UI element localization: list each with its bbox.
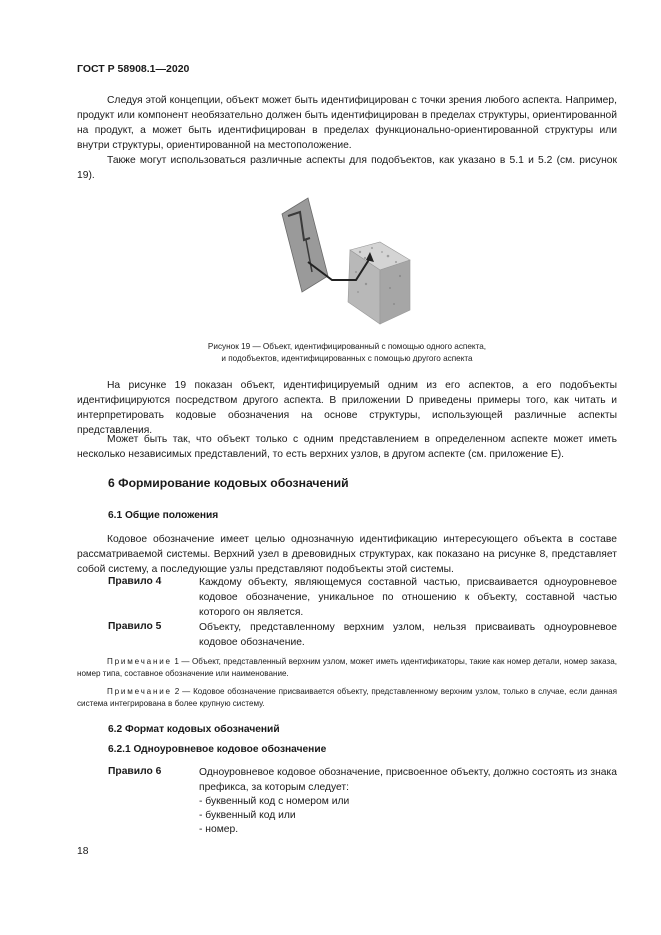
page-number: 18: [77, 846, 89, 857]
rule-5-label: Правило 5: [108, 621, 162, 632]
rule-6-list: [199, 795, 349, 837]
note-2-text: 2 — Кодовое обозначение присваивается объекту, представленному верхним узлом, только в случае, если данная система интегрирована в более крупную систему.: [77, 687, 617, 708]
after-figure-paragraph-1: На рисунке 19 показан объект, идентифицируемый одним из его аспектов, а его подобъекты идентифицируются посредством другого аспекта. В приложении D приведены примеры того, как читать и интерпретировать кодовые обозначения на основе структуры, использующей различные аспекты представления.: [77, 380, 617, 436]
section-6-1-paragraph: Кодовое обозначение имеет целью однозначную идентификацию интересующего объекта в составе рассматриваемой системы. Верхний узел в древовидных структурах, как показано на рисунке 8, представляет собой систему, а последующие узлы представляют подобъекты этой системы.: [77, 534, 617, 575]
figure-caption: [77, 341, 617, 365]
list-item: - буквенный код с номером или: [199, 796, 350, 807]
section-6-2-1-heading: 6.2.1 Одноуровневое кодовое обозначение: [108, 744, 327, 755]
rule-4-text: Каждому объекту, являющемуся составной частью, присваивается одноуровневое кодовое обозначение, уникальное по отношению к объекту, составной частью которого он является.: [199, 577, 617, 618]
after-figure-paragraph-2: Может быть так, что объект только с одним представлением в определенном аспекте может иметь несколько независимых представлений, то есть верхних узлов, в другом аспекте (см. приложение E).: [77, 434, 617, 460]
figure-caption-line-2: и подобъектов, идентифицированных с помощью другого аспекта: [221, 354, 473, 363]
intro-paragraph-2: Также могут использоваться различные аспекты для подобъектов, как указано в 5.1 и 5.2 (см. рисунок 19).: [77, 155, 617, 181]
note-1-label: Примечание: [107, 657, 172, 666]
figure-caption-line-1: Рисунок 19 — Объект, идентифицированный с помощью одного аспекта,: [207, 342, 487, 351]
note-2: [77, 686, 617, 710]
page-header: ГОСТ Р 58908.1—2020: [77, 63, 190, 75]
list-item: - буквенный код или: [199, 810, 296, 821]
section-6-1-heading: 6.1 Общие положения: [108, 510, 219, 521]
note-2-label: Примечание: [107, 687, 172, 696]
rule-6-text: Одноуровневое кодовое обозначение, присвоенное объекту, должно состоять из знака префикса, за которым следует:: [199, 767, 617, 793]
rule-4-label: Правило 4: [108, 576, 162, 587]
section-6-heading: 6 Формирование кодовых обозначений: [108, 476, 349, 490]
note-1: [77, 656, 617, 680]
rule-6-label: Правило 6: [108, 766, 162, 777]
rule-5-text: Объекту, представленному верхним узлом, нельзя присваивать одноуровневое кодовое обозначение.: [199, 622, 617, 648]
intro-paragraph-1: Следуя этой концепции, объект может быть идентифицирован с точки зрения любого аспекта. Например, продукт или компонент необязательно должен быть идентифицирован в пределах структуры, ориентированной на продукт, а может быть идентифицирован в пределах функционально-ориентированной структуры или внутри структуры, ориентированной на местоположение.: [77, 95, 617, 151]
figure-19-illustration: [270, 192, 420, 332]
section-6-2-heading: 6.2 Формат кодовых обозначений: [108, 724, 280, 735]
note-1-text: 1 — Объект, представленный верхним узлом, может иметь идентификаторы, такие как номер детали, номер заказа, номер типа, составное обозначение или наименование.: [77, 657, 617, 678]
list-item: - номер.: [199, 824, 239, 835]
